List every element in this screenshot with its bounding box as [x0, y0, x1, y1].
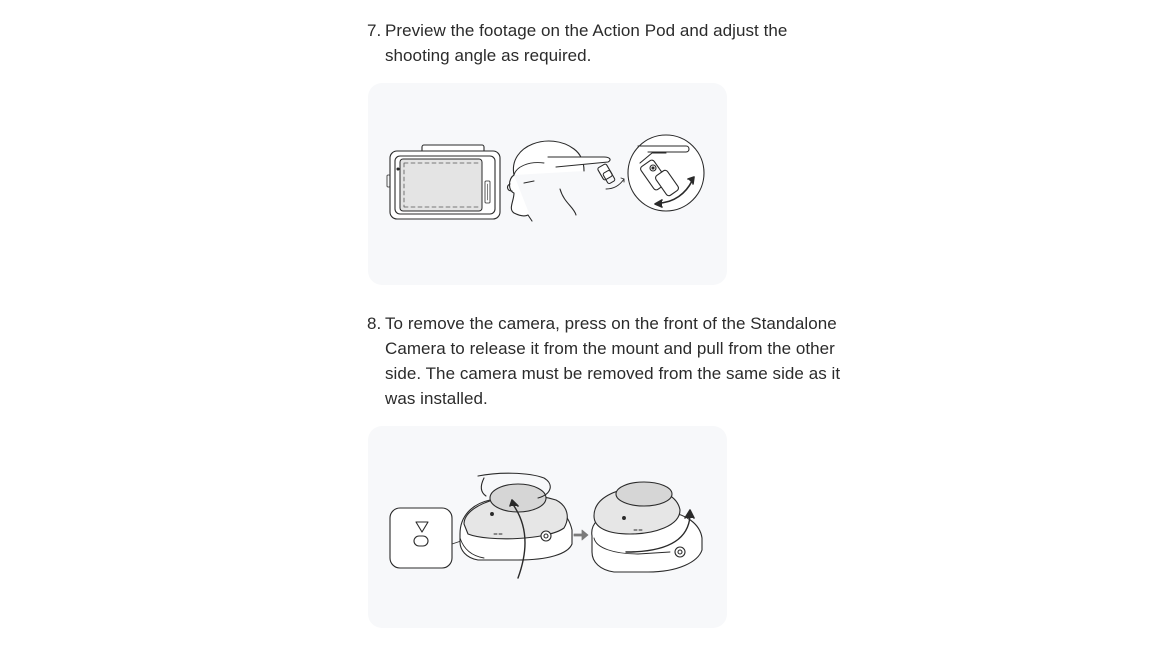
head-with-cap-icon [508, 141, 611, 221]
step-7-illustration [368, 83, 727, 285]
step-8-instruction [367, 311, 867, 411]
step-text-line: side. The camera must be removed from the same side as it [385, 364, 841, 383]
camera-in-mount-press-icon [460, 473, 572, 578]
step-text-line: To remove the camera, press on the front of the Standalone [385, 314, 837, 333]
step-text-line: Preview the footage on the Action Pod and adjust the [385, 21, 788, 40]
release-button-inset-icon [390, 508, 464, 568]
step-8-illustration [368, 426, 727, 628]
step-number: 7. [367, 21, 382, 40]
step-text-line: Camera to release it from the mount and pull from the other [385, 339, 835, 358]
next-step-arrow-icon [574, 530, 588, 540]
small-camera-mount-icon [597, 163, 624, 189]
zoom-inset-icon [628, 135, 704, 211]
camera-removed-icon [592, 482, 702, 572]
action-pod-preview-icon [387, 145, 500, 219]
step-7-instruction [367, 18, 827, 68]
step-text-line: was installed. [385, 389, 488, 408]
step-text-line: shooting angle as required. [385, 46, 592, 65]
step-number: 8. [367, 314, 382, 333]
